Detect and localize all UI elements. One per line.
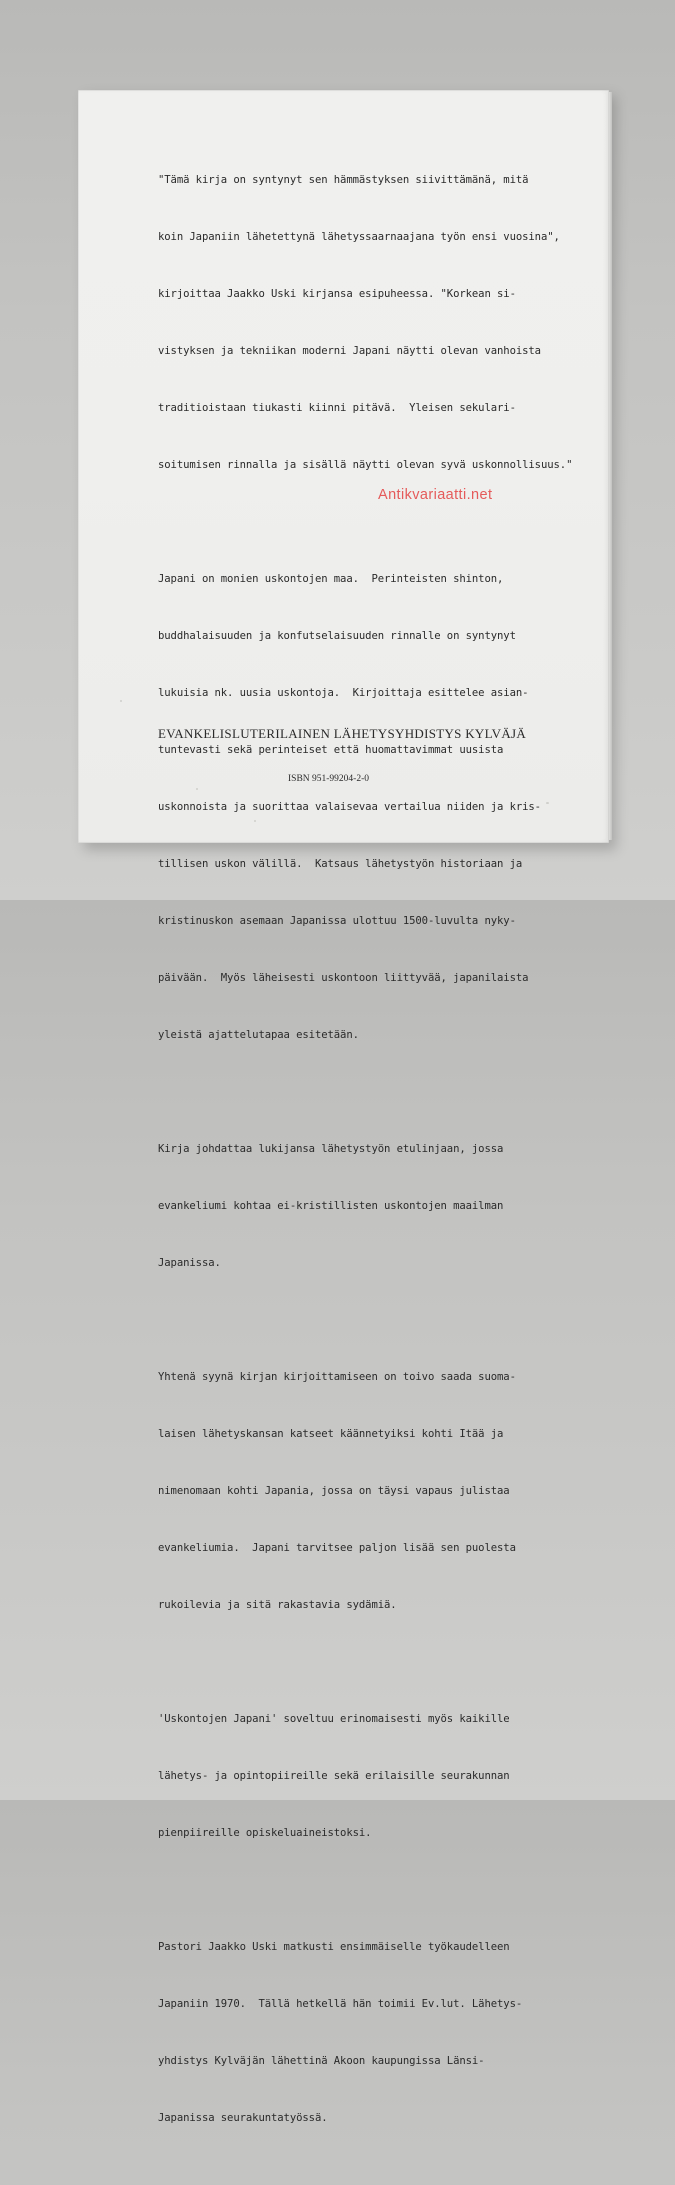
book-back-cover [78, 90, 609, 2124]
blurb-line: yleistä ajattelutapaa esitetään. [158, 1029, 359, 1041]
blurb-line: "Tämä kirja on syntynyt sen hämmästyksen siivittämänä, mitä [158, 174, 529, 186]
blurb-line: nimenomaan kohti Japania, jossa on täysi vapaus julistaa [158, 1485, 510, 1497]
blurb-line: kristinuskon asemaan Japanissa ulottuu 1500-luvulta nyky- [158, 915, 516, 927]
blurb-paragraph-6 [158, 1900, 558, 2166]
blurb-line: Japanissa. [158, 1257, 221, 1269]
blurb-line: uskonnoista ja suorittaa valaisevaa vertailua niiden ja kris- [158, 801, 541, 813]
blurb-line: Japaniin 1970. Tällä hetkellä hän toimii Ev.lut. Lähetys- [158, 1998, 523, 2010]
blurb-line: Japani on monien uskontojen maa. Perinteisten shinton, [158, 573, 504, 585]
blurb-line: lukuisia nk. uusia uskontoja. Kirjoittaja esittelee asian- [158, 687, 529, 699]
blurb-line: tuntevasti sekä perinteiset että huomattavimmat uusista [158, 744, 504, 756]
isbn-number: ISBN 951-99204-2-0 [288, 774, 370, 784]
blurb-line: Yhtenä syynä kirjan kirjoittamiseen on toivo saada suoma- [158, 1371, 516, 1383]
blurb-paragraph-3 [158, 1102, 558, 1311]
blurb-paragraph-2 [158, 532, 558, 1083]
blurb-line: yhdistys Kylväjän lähettinä Akoon kaupungissa Länsi- [158, 2055, 485, 2067]
blurb-paragraph-5 [158, 1672, 558, 1881]
blurb-line: Kirja johdattaa lukijansa lähetystyön etulinjaan, jossa [158, 1143, 504, 1155]
blurb-line: soitumisen rinnalla ja sisällä näytti olevan syvä uskonnollisuus." [158, 459, 573, 471]
paper-speck [120, 700, 122, 702]
blurb-line: evankeliumia. Japani tarvitsee paljon lisää sen puolesta [158, 1542, 516, 1554]
blurb-line: tillisen uskon välillä. Katsaus lähetystyön historiaan ja [158, 858, 523, 870]
blurb-paragraph-1 [158, 133, 573, 513]
blurb-line: evankeliumi kohtaa ei-kristillisten uskontojen maailman [158, 1200, 504, 1212]
blurb-line: lähetys- ja opintopiireille sekä erilaisille seurakunnan [158, 1770, 510, 1782]
blurb-line: kirjoittaa Jaakko Uski kirjansa esipuheessa. "Korkean si- [158, 288, 516, 300]
blurb-line: laisen lähetyskansan katseet käännetyiksi kohti Itää ja [158, 1428, 504, 1440]
book-page-edge [609, 92, 612, 840]
watermark-text: Antikvariaatti.net [378, 487, 493, 503]
blurb-line: traditioistaan tiukasti kiinni pitävä. Yleisen sekulari- [158, 402, 516, 414]
blurb-line: Pastori Jaakko Uski matkusti ensimmäiselle työkaudelleen [158, 1941, 510, 1953]
blurb-line: Japanissa seurakuntatyössä. [158, 2112, 328, 2124]
blurb-line: 'Uskontojen Japani' soveltuu erinomaisesti myös kaikille [158, 1713, 510, 1725]
blurb-line: vistyksen ja tekniikan moderni Japani näytti olevan vanhoista [158, 345, 541, 357]
blurb-line: päivään. Myös läheisesti uskontoon liittyvää, japanilaista [158, 972, 529, 984]
blurb-line: buddhalaisuuden ja konfutselaisuuden rinnalle on syntynyt [158, 630, 516, 642]
blurb-text [158, 133, 573, 2185]
blurb-line: pienpiireille opiskeluaineistoksi. [158, 1827, 372, 1839]
publisher-name: EVANKELISLUTERILAINEN LÄHETYSYHDISTYS KYLVÄJÄ [158, 726, 527, 741]
blurb-paragraph-4 [158, 1330, 558, 1653]
blurb-line: rukoilevia ja sitä rakastavia sydämiä. [158, 1599, 397, 1611]
blurb-line: koin Japaniin lähetettynä lähetyssaarnaajana työn ensi vuosina", [158, 231, 560, 243]
